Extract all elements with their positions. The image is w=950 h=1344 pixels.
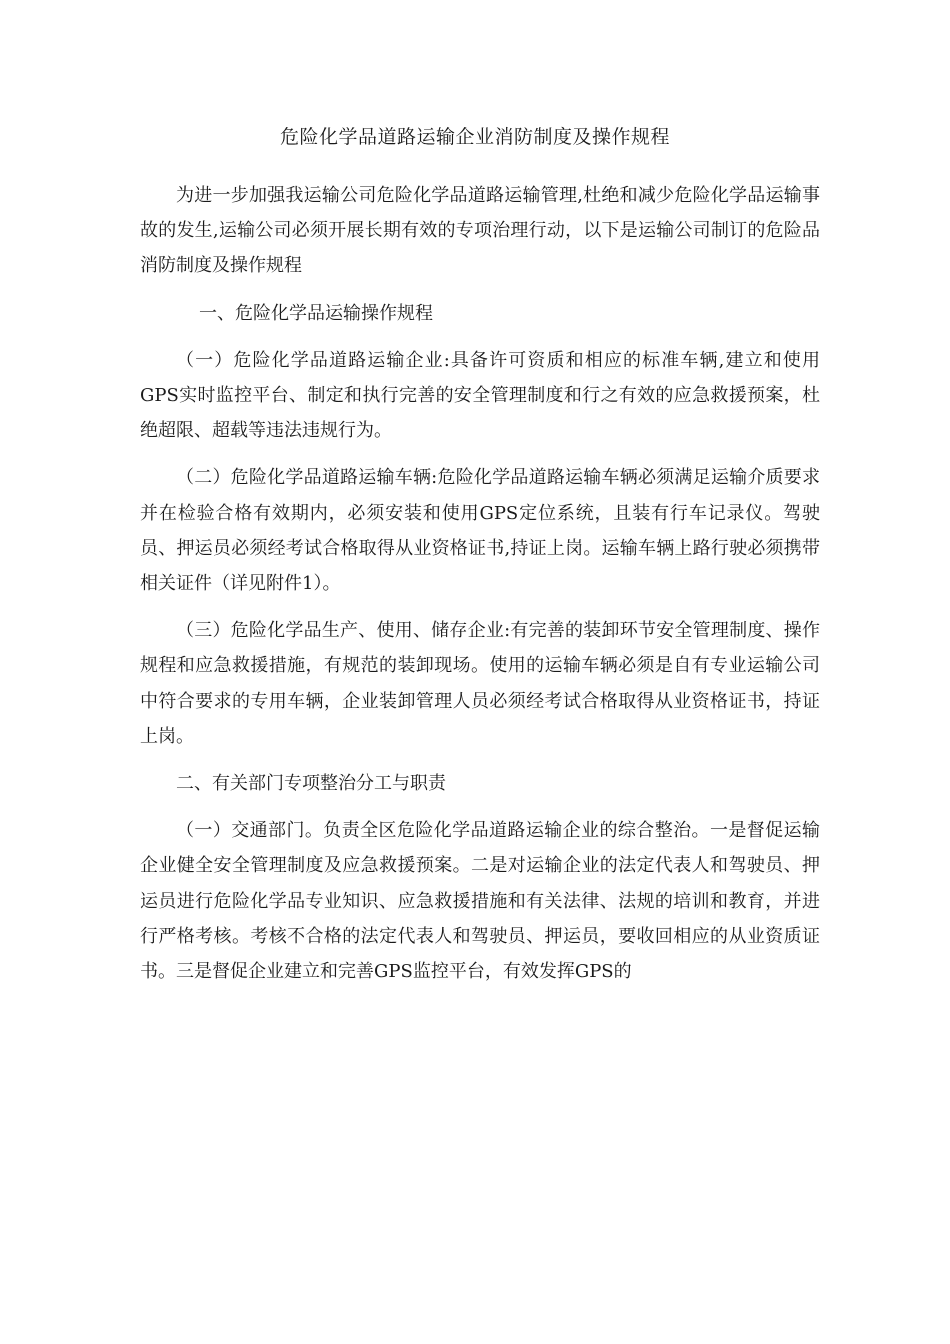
section-heading-1: 一、危险化学品运输操作规程 <box>199 302 433 324</box>
intro-paragraph: 为进一步加强我运输公司危险化学品道路运输管理,杜绝和减少危险化学品运输事故的发生,运输公司必须开展长期有效的专项治理行动，以下是运输公司制订的危险品消防制度及操作规程 <box>140 185 820 277</box>
section-1-item-2: （二）危险化学品道路运输车辆:危险化学品道路运输车辆必须满足运输介质要求并在检验合格有效期内，必须安装和使用GPS定位系统，且装有行车记录仪。驾驶员、押运员必须经考试合格取得从业资格证书,持证上岗。运输车辆上路行驶必须携带相关证件（详见附件1）。 <box>140 467 820 595</box>
section-1-item-1: （一）危险化学品道路运输企业:具备许可资质和相应的标准车辆,建立和使用GPS实时监控平台、制定和执行完善的安全管理制度和行之有效的应急救援预案，杜绝超限、超载等违法违规行为。 <box>140 349 820 442</box>
section-1-item-3: （三）危险化学品生产、使用、储存企业:有完善的装卸环节安全管理制度、操作规程和应急救援措施，有规范的装卸现场。使用的运输车辆必须是自有专业运输公司中符合要求的专用车辆，企业装卸管理人员必须经考试合格取得从业资格证书，持证上岗。 <box>140 620 820 747</box>
document-body <box>140 178 820 1001</box>
document-title: 危险化学品道路运输企业消防制度及操作规程 <box>279 126 670 148</box>
section-heading-2: 二、有关部门专项整治分工与职责 <box>176 773 446 795</box>
section-2-item-1: （一）交通部门。负责全区危险化学品道路运输企业的综合整治。一是督促运输企业健全安全管理制度及应急救援预案。二是对运输企业的法定代表人和驾驶员、押运员进行危险化学品专业知识、应急救援措施和有关法律、法规的培训和教育，并进行严格考核。考核不合格的法定代表人和驾驶员、押运员，要收回相应的从业资质证书。三是督促企业建立和完善GPS监控平台，有效发挥GPS的 <box>140 820 820 983</box>
